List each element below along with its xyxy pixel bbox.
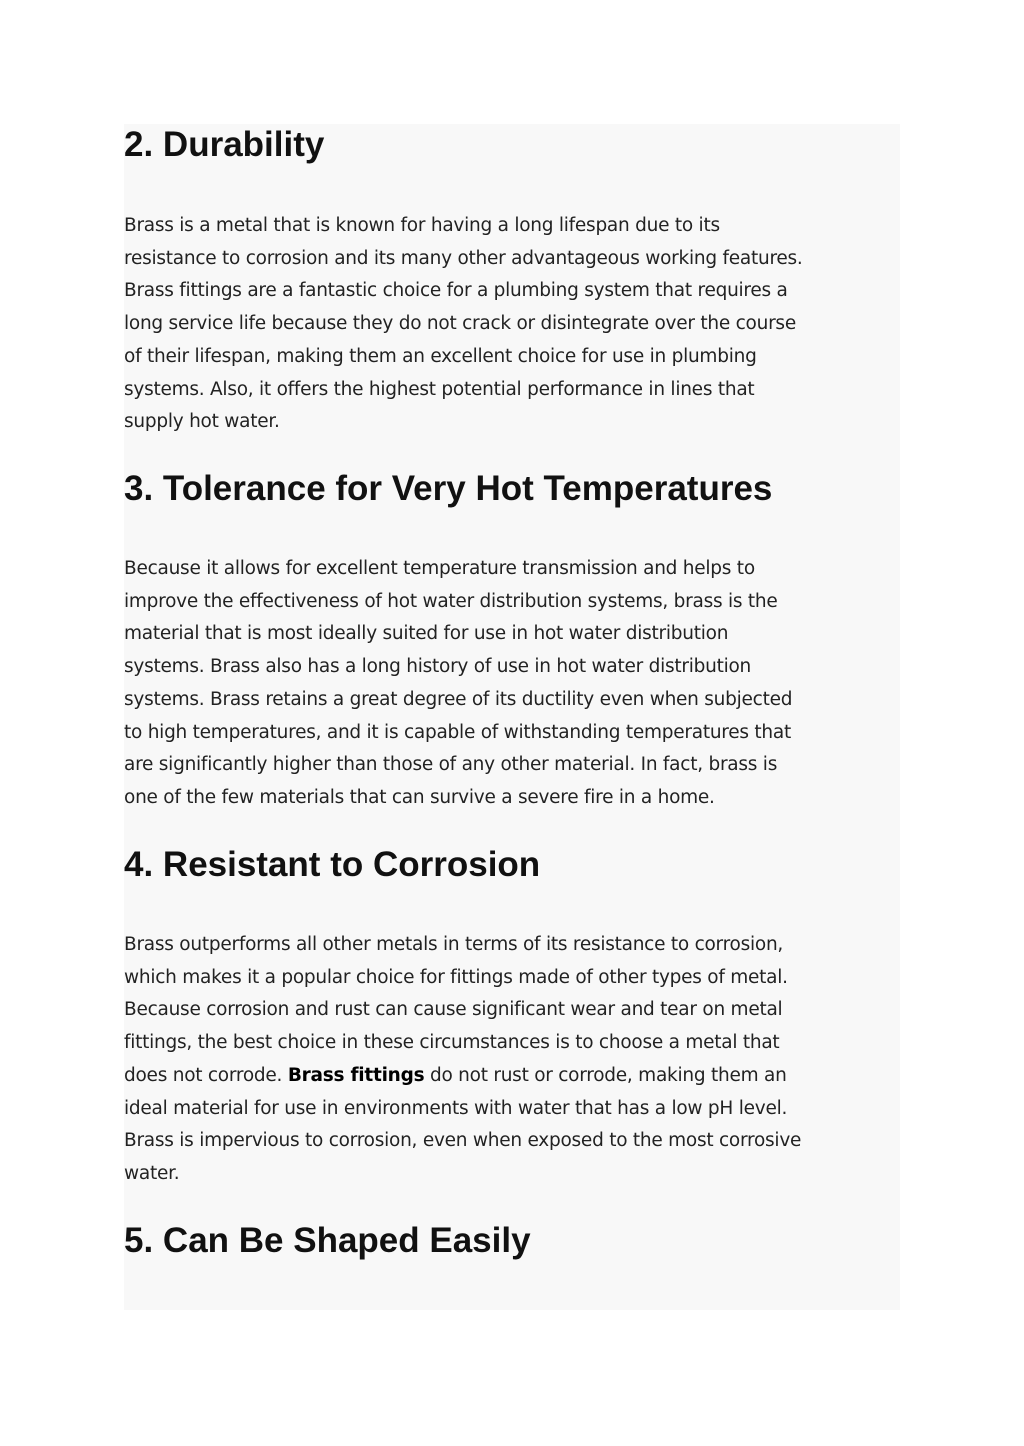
text-line: resistance to corrosion and its many other advantageous working features. bbox=[124, 247, 803, 269]
heading-can-be-shaped-easily: 5. Can Be Shaped Easily bbox=[124, 1221, 531, 1260]
heading-resistant-to-corrosion: 4. Resistant to Corrosion bbox=[124, 845, 541, 884]
text-line: Brass fittings are a fantastic choice for a plumbing system that requires a bbox=[124, 280, 788, 302]
text-line: systems. Brass also has a long history of use in hot water distribution bbox=[124, 656, 752, 678]
text-line: to high temperatures, and it is capable of withstanding temperatures that bbox=[124, 721, 791, 743]
text-line: water. bbox=[124, 1162, 180, 1184]
paragraph-resistant-to-corrosion bbox=[124, 929, 900, 1191]
text-line-with-bold bbox=[124, 1060, 900, 1093]
text-line: Because corrosion and rust can cause significant wear and tear on metal bbox=[124, 999, 783, 1021]
text-line: which makes it a popular choice for fittings made of other types of metal. bbox=[124, 966, 788, 988]
text-line: supply hot water. bbox=[124, 411, 280, 433]
text-segment: do not rust or corrode, making them an bbox=[424, 1064, 787, 1086]
text-line: Because it allows for excellent temperature transmission and helps to bbox=[124, 558, 755, 579]
paragraph-durability bbox=[124, 210, 900, 439]
text-line: improve the effectiveness of hot water distribution systems, brass is the bbox=[124, 590, 778, 612]
heading-durability: 2. Durability bbox=[124, 125, 325, 164]
text-line: fittings, the best choice in these circumstances is to choose a metal that bbox=[124, 1032, 780, 1054]
text-segment: does not corrode. bbox=[124, 1064, 288, 1086]
text-line: material that is most ideally suited for use in hot water distribution bbox=[124, 623, 729, 645]
text-line: Brass is impervious to corrosion, even when exposed to the most corrosive bbox=[124, 1130, 802, 1152]
text-line: systems. Also, it offers the highest potential performance in lines that bbox=[124, 378, 755, 400]
brass-fittings-bold: Brass fittings bbox=[287, 1064, 425, 1086]
text-line: ideal material for use in environments with water that has a low pH level. bbox=[124, 1097, 788, 1119]
text-line: are significantly higher than those of any other material. In fact, brass is bbox=[124, 754, 778, 776]
text-line: Brass outperforms all other metals in terms of its resistance to corrosion, bbox=[124, 934, 784, 955]
text-line: Brass is a metal that is known for having a long lifespan due to its bbox=[124, 215, 720, 236]
text-line: one of the few materials that can survive a severe fire in a home. bbox=[124, 786, 715, 808]
text-line: of their lifespan, making them an excellent choice for use in plumbing bbox=[124, 345, 757, 367]
paragraph-tolerance-hot-temperatures bbox=[124, 553, 900, 815]
text-line: long service life because they do not crack or disintegrate over the course bbox=[124, 313, 796, 335]
text-line: systems. Brass retains a great degree of its ductility even when subjected bbox=[124, 688, 793, 710]
heading-tolerance-hot-temperatures: 3. Tolerance for Very Hot Temperatures bbox=[124, 469, 773, 508]
